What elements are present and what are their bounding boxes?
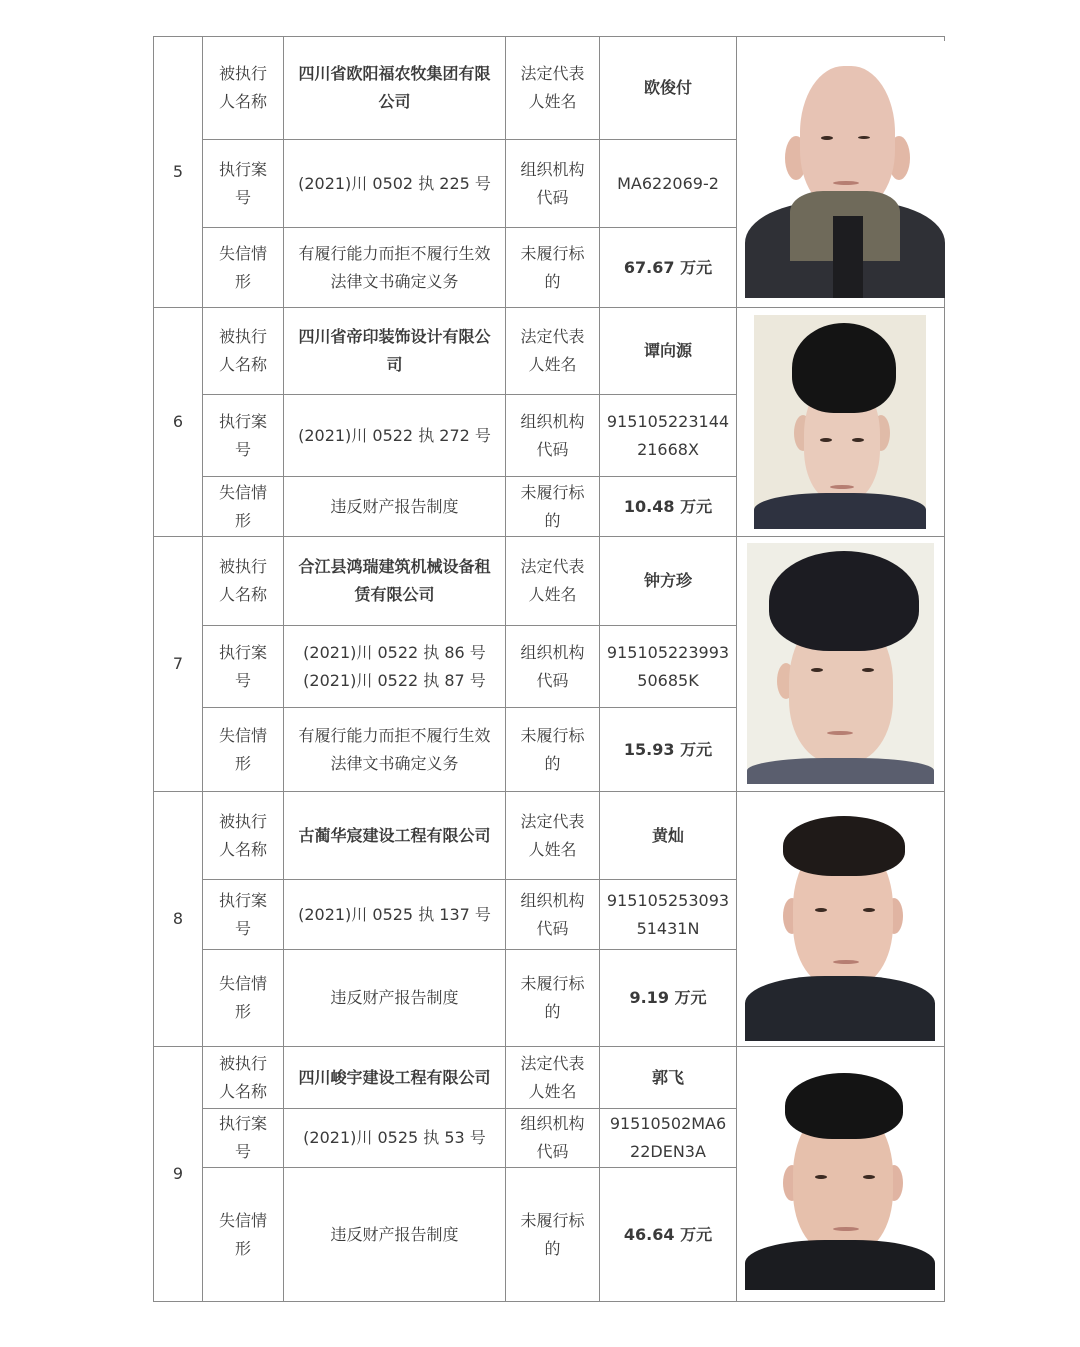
portrait-young-man (754, 315, 926, 529)
label-debtor-name: 被执行 人名称 (203, 792, 284, 880)
label-org-code: 组织机构 代码 (506, 395, 600, 477)
photo-cell (737, 1047, 945, 1302)
org-code: 91510502MA6 22DEN3A (600, 1109, 737, 1168)
label-legal-rep: 法定代表 人姓名 (506, 792, 600, 880)
record-6-row-name (154, 308, 945, 395)
org-code: 915105223993 50685K (600, 626, 737, 708)
case-number: (2021)川 0525 执 137 号 (284, 880, 506, 950)
case-number: (2021)川 0502 执 225 号 (284, 140, 506, 228)
legal-rep-name: 郭飞 (600, 1047, 737, 1109)
record-index: 6 (154, 308, 203, 537)
case-number: (2021)川 0525 执 53 号 (284, 1109, 506, 1168)
org-code: 915105223144 21668X (600, 395, 737, 477)
breach-description: 违反财产报告制度 (284, 477, 506, 537)
photo-cell (737, 537, 945, 792)
label-debtor-name: 被执行 人名称 (203, 1047, 284, 1109)
dishonest-debtor-table (153, 36, 945, 1302)
label-org-code: 组织机构 代码 (506, 1109, 600, 1168)
label-breach: 失信情 形 (203, 708, 284, 792)
legal-rep-name: 谭向源 (600, 308, 737, 395)
label-case-number: 执行案 号 (203, 140, 284, 228)
record-index: 5 (154, 37, 203, 308)
record-7-row-name (154, 537, 945, 626)
legal-rep-name: 黄灿 (600, 792, 737, 880)
label-breach: 失信情 形 (203, 228, 284, 308)
case-number: (2021)川 0522 执 86 号 (2021)川 0522 执 87 号 (284, 626, 506, 708)
label-unpaid-amount: 未履行标 的 (506, 950, 600, 1047)
label-legal-rep: 法定代表 人姓名 (506, 308, 600, 395)
label-debtor-name: 被执行 人名称 (203, 537, 284, 626)
label-org-code: 组织机构 代码 (506, 626, 600, 708)
breach-description: 违反财产报告制度 (284, 950, 506, 1047)
label-breach: 失信情 形 (203, 1168, 284, 1302)
label-debtor-name: 被执行 人名称 (203, 308, 284, 395)
legal-rep-name: 钟方珍 (600, 537, 737, 626)
label-org-code: 组织机构 代码 (506, 140, 600, 228)
label-legal-rep: 法定代表 人姓名 (506, 1047, 600, 1109)
org-code: 915105253093 51431N (600, 880, 737, 950)
unpaid-amount: 46.64 万元 (600, 1168, 737, 1302)
legal-rep-name: 欧俊付 (600, 37, 737, 140)
unpaid-amount: 15.93 万元 (600, 708, 737, 792)
breach-description: 有履行能力而拒不履行生效 法律文书确定义务 (284, 708, 506, 792)
portrait-elderly-man (745, 41, 945, 298)
company-name: 合江县鸿瑞建筑机械设备租 赁有限公司 (284, 537, 506, 626)
label-unpaid-amount: 未履行标 的 (506, 228, 600, 308)
label-legal-rep: 法定代表 人姓名 (506, 37, 600, 140)
org-code: MA622069-2 (600, 140, 737, 228)
photo-cell (737, 37, 945, 308)
label-case-number: 执行案 号 (203, 626, 284, 708)
label-breach: 失信情 形 (203, 477, 284, 537)
photo-cell (737, 308, 945, 537)
breach-description: 有履行能力而拒不履行生效 法律文书确定义务 (284, 228, 506, 308)
breach-description: 违反财产报告制度 (284, 1168, 506, 1302)
record-8-row-name (154, 792, 945, 880)
company-name: 古蔺华宸建设工程有限公司 (284, 792, 506, 880)
label-case-number: 执行案 号 (203, 1109, 284, 1168)
record-index: 7 (154, 537, 203, 792)
company-name: 四川峻宇建设工程有限公司 (284, 1047, 506, 1109)
label-case-number: 执行案 号 (203, 395, 284, 477)
label-org-code: 组织机构 代码 (506, 880, 600, 950)
record-9-row-name (154, 1047, 945, 1109)
label-breach: 失信情 形 (203, 950, 284, 1047)
company-name: 四川省欧阳福农牧集团有限 公司 (284, 37, 506, 140)
company-name: 四川省帝印装饰设计有限公 司 (284, 308, 506, 395)
unpaid-amount: 67.67 万元 (600, 228, 737, 308)
record-5-row-name (154, 37, 945, 140)
unpaid-amount: 10.48 万元 (600, 477, 737, 537)
record-index: 8 (154, 792, 203, 1047)
label-unpaid-amount: 未履行标 的 (506, 1168, 600, 1302)
label-debtor-name: 被执行 人名称 (203, 37, 284, 140)
portrait-man (745, 798, 935, 1041)
label-case-number: 执行案 号 (203, 880, 284, 950)
record-index: 9 (154, 1047, 203, 1302)
label-unpaid-amount: 未履行标 的 (506, 477, 600, 537)
label-legal-rep: 法定代表 人姓名 (506, 537, 600, 626)
portrait-man (745, 1065, 935, 1290)
label-unpaid-amount: 未履行标 的 (506, 708, 600, 792)
portrait-woman (747, 543, 934, 784)
case-number: (2021)川 0522 执 272 号 (284, 395, 506, 477)
unpaid-amount: 9.19 万元 (600, 950, 737, 1047)
photo-cell (737, 792, 945, 1047)
